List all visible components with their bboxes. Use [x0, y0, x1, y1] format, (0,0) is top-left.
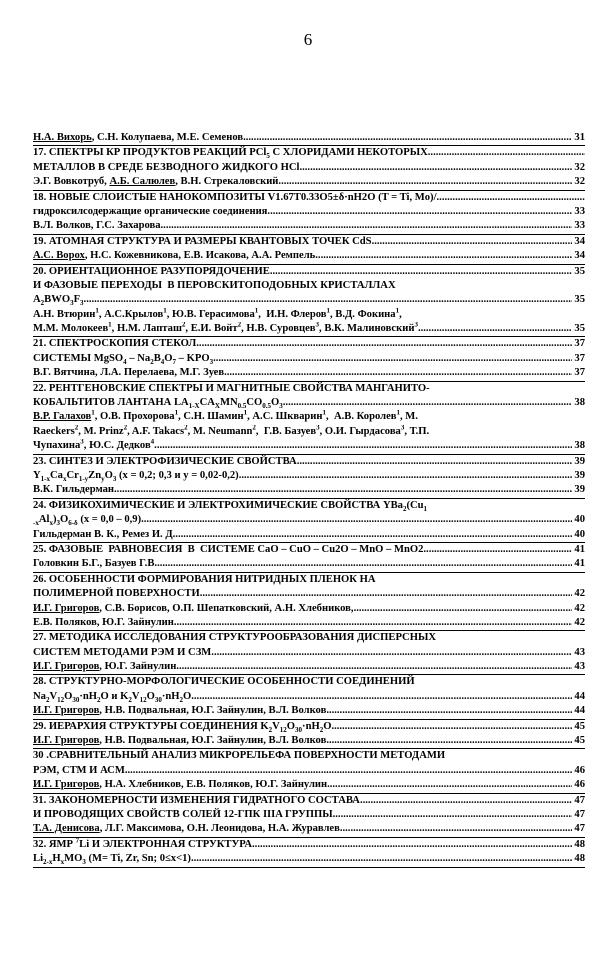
toc-line-text: М.М. Молокеев$^1$, Н.М. Лапташ$^2$, Е.И. Войт$^2$, Н.В. Суровцев$^3$, В.К. Малиновский$^3$: [33, 322, 418, 335]
toc-page-number: 47: [574, 794, 585, 806]
toc-line-text: СИСТЕМ МЕТОДАМИ РЭМ И СЗМ: [33, 646, 212, 658]
leader-dots: [84, 293, 573, 307]
toc-line-text: $Y_{1-x}Ca_xCr_{1-y}Zn_yO_3$ (x = 0,2; 0,3 и y = 0,02-0,2): [33, 469, 239, 484]
toc-line: [33, 219, 585, 233]
leader-dots: [161, 219, 573, 233]
toc-line-text: И ПРОВОДЯЩИХ СВОЙСТВ СОЛЕЙ 12-ГПК IIIA ГРУППЫ: [33, 808, 333, 820]
toc-page-number: 47: [574, 823, 585, 835]
toc-line-text: 21. СПЕКТРОСКОПИЯ СТЕКОЛ: [33, 338, 197, 350]
table-of-contents: [33, 131, 585, 868]
toc-line-text: 17. СПЕКТРЫ КР ПРОДУКТОВ РЕАКЦИЙ PCl$_5$ С ХЛОРИДАМИ НЕКОТОРЫХ: [33, 147, 428, 161]
toc-line-text: ПОЛИМЕРНОЙ ПОВЕРХНОСТИ: [33, 588, 200, 600]
leader-dots: [176, 660, 572, 674]
leader-dots: [157, 557, 572, 571]
toc-page-number: 35: [574, 265, 585, 277]
toc-entry: [33, 499, 585, 543]
leader-dots: [243, 131, 572, 145]
toc-line-text: 23. СИНТЕЗ И ЭЛЕКТРОФИЗИЧЕСКИЕ СВОЙСТВА: [33, 455, 297, 467]
toc-page-number: 37: [574, 367, 585, 379]
leader-dots: [224, 366, 572, 380]
toc-line: [33, 191, 585, 205]
toc-line: [33, 704, 585, 718]
toc-line: [33, 838, 585, 852]
leader-dots: [252, 838, 572, 852]
toc-line-text: $A_2BWO_3F_3$: [33, 294, 84, 308]
toc-line-text: 26. ОСОБЕННОСТИ ФОРМИРОВАНИЯ НИТРИДНЫХ ПЛЕНОК НА: [33, 573, 376, 585]
leader-dots: [428, 146, 585, 160]
toc-page-number: 37: [574, 352, 585, 364]
leader-dots: [174, 616, 573, 630]
toc-line-text: 18. НОВЫЕ СЛОИСТЫЕ НАНОКОМПОЗИТЫ V1.67T0.33O5±δ·nH2O (T = Ti, Mo)/: [33, 191, 437, 203]
toc-line-text: И.Г. Григоров, Ю.Г. Зайнулин: [33, 661, 177, 673]
leader-dots: [437, 191, 585, 205]
toc-line: [33, 822, 585, 836]
toc-line: [33, 720, 585, 734]
toc-line-text: И.Г. Григоров, Н.В. Подвальная, Ю.Г. Зайнулин, В.Л. Волков: [33, 735, 327, 747]
toc-page-number: 34: [574, 235, 585, 247]
leader-dots: [360, 794, 572, 808]
toc-line-text: $Li_{2-x}H_xMO_3$ (M= Ti, Zr, Sn; 0≤x<1): [33, 853, 191, 867]
toc-line-text: Э.Г. Вовкотруб, А.Б. Салюлев, В.Н. Стрекаловский: [33, 176, 279, 188]
toc-page-number: 44: [574, 690, 585, 702]
toc-line: [33, 749, 585, 763]
toc-line-text: А.С. Ворох, Н.С. Кожевникова, Е.В. Исакова, А.А. Ремпель: [33, 250, 316, 262]
toc-line: [33, 808, 585, 822]
toc-entry: [33, 337, 585, 381]
leader-dots: [211, 646, 572, 660]
leader-dots: [326, 734, 572, 748]
toc-line: [33, 660, 585, 674]
toc-line-text: В.К. Гильдерман: [33, 484, 115, 496]
toc-page-number: 38: [574, 440, 585, 452]
toc-line-text: 24. ФИЗИКОХИМИЧЕСКИЕ И ЭЛЕКТРОХИМИЧЕСКИЕ СВОЙСТВА $YBa_2(Cu_1$: [33, 499, 428, 513]
leader-dots: [270, 265, 573, 279]
toc-line: [33, 852, 585, 866]
toc-page-number: 48: [574, 853, 585, 865]
toc-entry: [33, 631, 585, 675]
toc-line: [33, 734, 585, 748]
toc-page-number: 34: [574, 250, 585, 262]
toc-page-number: 37: [574, 338, 585, 350]
toc-line: [33, 366, 585, 380]
toc-entry: [33, 131, 585, 146]
toc-page-number: 31: [574, 132, 585, 143]
toc-line-text: РЭМ, СТМ И АСМ: [33, 764, 125, 776]
toc-line: [33, 513, 585, 527]
toc-line-text: И ФАЗОВЫЕ ПЕРЕХОДЫ В ПЕРОВСКИТОПОДОБНЫХ КРИСТАЛЛАХ: [33, 279, 396, 291]
toc-line-text: 19. АТОМНАЯ СТРУКТУРА И РАЗМЕРЫ КВАНТОВЫХ ТОЧЕК CdS: [33, 235, 372, 247]
toc-page-number: 33: [574, 220, 585, 232]
leader-dots: [213, 352, 572, 366]
leader-dots: [354, 602, 573, 616]
leader-dots: [326, 704, 572, 718]
toc-page-number: 40: [574, 528, 585, 540]
toc-page-number: 35: [574, 294, 585, 306]
toc-entry: [33, 146, 585, 190]
leader-dots: [315, 249, 572, 263]
toc-page-number: 43: [574, 646, 585, 658]
toc-line: [33, 646, 585, 660]
toc-line-text: Raeckers$^2$, M. Prinz$^2$, A.F. Takacs$^2$, M. Neumann$^2$, Г.В. Базуев$^3$, О.И. Гырдасова$^3$, Т.П.: [33, 424, 430, 437]
toc-line-text: И.Г. Григоров, Н.В. Подвальная, Ю.Г. Зайнулин, В.Л. Волков: [33, 705, 327, 717]
toc-line-text: 28. СТРУКТУРНО-МОРФОЛОГИЧЕСКИЕ ОСОБЕННОСТИ СОЕДИНЕНИЙ: [33, 676, 415, 688]
toc-line-text: 30 .СРАВНИТЕЛЬНЫЙ АНАЛИЗ МИКРОРЕЛЬЕФА ПОВЕРХНОСТИ МЕТОДАМИ: [33, 750, 446, 762]
toc-line: [33, 675, 585, 689]
toc-line: [33, 690, 585, 704]
toc-entry: [33, 720, 585, 750]
toc-page-number: 40: [574, 514, 585, 526]
toc-entry: [33, 455, 585, 499]
toc-line-text: $_{-x}Al_x)_3O_{6-\delta}$ (x = 0,0 – 0,9): [33, 514, 142, 528]
toc-page-number: 42: [574, 616, 585, 628]
toc-entry: [33, 191, 585, 235]
toc-line: [33, 573, 585, 587]
toc-line: [33, 279, 585, 293]
leader-dots: [141, 513, 572, 527]
toc-line: [33, 235, 585, 249]
leader-dots: [154, 439, 572, 453]
leader-dots: [423, 543, 572, 557]
toc-entry: [33, 265, 585, 338]
leader-dots: [114, 483, 572, 497]
toc-line: [33, 161, 585, 175]
toc-page-number: 32: [574, 176, 585, 188]
toc-line-text: 31. ЗАКОНОМЕРНОСТИ ИЗМЕНЕНИЯ ГИДРАТНОГО СОСТАВА: [33, 794, 360, 806]
toc-line: [33, 557, 585, 571]
leader-dots: [125, 764, 573, 778]
toc-line-text: В.Р. Галахов$^1$, О.В. Прохорова$^1$, С.Н. Шамин$^1$, А.С. Шкварин$^1$, А.В. Королев$^1$, М.: [33, 410, 418, 423]
toc-page-number: 43: [574, 661, 585, 673]
toc-entry: [33, 838, 585, 868]
leader-dots: [333, 808, 573, 822]
toc-line-text: 20. ОРИЕНТАЦИОННОЕ РАЗУПОРЯДОЧЕНИЕ: [33, 265, 270, 277]
toc-line: [33, 455, 585, 469]
toc-entry: [33, 675, 585, 719]
toc-line: [33, 543, 585, 557]
toc-line-text: 25. ФАЗОВЫЕ РАВНОВЕСИЯ В СИСТЕМЕ CaO – CuO – Cu2O – MnO – MnO2: [33, 543, 424, 555]
leader-dots: [200, 587, 573, 601]
leader-dots: [191, 852, 572, 866]
toc-line-text: МЕТАЛЛОВ В СРЕДЕ БЕЗВОДНОГО ЖИДКОГО HCl: [33, 161, 300, 173]
toc-page-number: 45: [574, 735, 585, 747]
toc-line: [33, 425, 585, 439]
leader-dots: [297, 455, 573, 469]
leader-dots: [327, 778, 572, 792]
toc-line: [33, 382, 585, 396]
toc-page-number: 46: [574, 764, 585, 776]
toc-line: [33, 587, 585, 601]
toc-page-number: 39: [574, 469, 585, 481]
toc-line: [33, 764, 585, 778]
toc-page-number: 33: [574, 205, 585, 217]
toc-line-text: В.Г. Вятчина, Л.А. Перелаева, М.Г. Зуев: [33, 367, 225, 379]
leader-dots: [331, 720, 572, 734]
toc-line: [33, 337, 585, 351]
toc-line-text: Головкин Б.Г., Базуев Г.В.: [33, 558, 158, 570]
toc-line: [33, 499, 585, 513]
toc-line-text: $Na_2V_{12}O_{30}\cdot nH_2O$ и $K_2V_{12}O_{30}\cdot nH_2O$: [33, 690, 192, 704]
toc-line: [33, 308, 585, 322]
toc-entry: [33, 382, 585, 455]
leader-dots: [340, 822, 573, 836]
toc-line-text: Е.В. Поляков, Ю.Г. Зайнулин: [33, 616, 174, 628]
toc-line-text: 32. ЯМР $^7$Li И ЭЛЕКТРОННАЯ СТРУКТУРА: [33, 837, 253, 850]
toc-page-number: 39: [574, 484, 585, 496]
toc-page-number: 38: [574, 397, 585, 409]
toc-line: [33, 778, 585, 792]
toc-line-text: И.Г. Григоров, Н.А. Хлебников, Е.В. Поляков, Ю.Г. Зайнулин: [33, 779, 328, 791]
toc-entry: [33, 573, 585, 632]
toc-page-number: 46: [574, 779, 585, 791]
toc-line-text: СИСТЕМЫ MgSO$_4$ – $Na_2B_4O_7 - KPO_3$: [33, 352, 214, 366]
leader-dots: [239, 469, 573, 483]
toc-line-text: Н.А. Вихорь, С.Н. Колупаева, М.Е. Семенов: [33, 132, 244, 143]
toc-entry: [33, 749, 585, 793]
toc-page-number: 45: [574, 720, 585, 732]
toc-line-text: Т.А. Денисова, Л.Г. Максимова, О.Н. Леонидова, Н.А. Журавлев: [33, 823, 340, 835]
toc-page-number: 41: [574, 558, 585, 570]
leader-dots: [283, 396, 573, 410]
leader-dots: [196, 337, 572, 351]
toc-line: [33, 469, 585, 483]
toc-line: [33, 396, 585, 410]
toc-line: [33, 631, 585, 645]
toc-line-text: КОБАЛЬТИТОВ ЛАНТАНА $LA_{1-X}CA_XMN_{0.5}CO_{0.5}O_3$: [33, 397, 283, 411]
toc-page-number: 42: [574, 602, 585, 614]
toc-entry: [33, 543, 585, 573]
toc-line: [33, 483, 585, 497]
toc-line-text: 22. РЕНТГЕНОВСКИЕ СПЕКТРЫ И МАГНИТНЫЕ СВОЙСТВА МАНГАНИТО-: [33, 382, 430, 394]
toc-entry: [33, 794, 585, 838]
toc-line: [33, 410, 585, 424]
toc-line: [33, 146, 585, 160]
toc-line: [33, 265, 585, 279]
toc-page-number: 32: [574, 161, 585, 173]
toc-line: [33, 602, 585, 616]
toc-page-number: 35: [574, 323, 585, 335]
toc-page-number: 42: [574, 588, 585, 600]
leader-dots: [175, 528, 572, 542]
page-number: 6: [303, 30, 313, 49]
toc-line-text: А.Н. Втюрин$^1$, А.С.Крылов$^1$, Ю.В. Герасимова$^1$, И.Н. Флеров$^1$, В.Д. Фокина$^1$,: [33, 307, 402, 320]
toc-line-text: 29. ИЕРАРХИЯ СТРУКТУРЫ СОЕДИНЕНИЯ $K_2V_{12}O_{30}\cdot nH_2O$: [33, 720, 332, 734]
toc-line-text: В.Л. Волков, Г.С. Захарова: [33, 220, 161, 232]
toc-line: [33, 794, 585, 808]
toc-line: [33, 205, 585, 219]
leader-dots: [372, 235, 573, 249]
toc-line-text: Гильдерман В. К., Ремез И. Д.: [33, 528, 176, 540]
toc-entry: [33, 235, 585, 265]
toc-line: [33, 322, 585, 336]
toc-page-number: 44: [574, 705, 585, 717]
toc-line: [33, 249, 585, 263]
toc-line: [33, 439, 585, 453]
toc-line: [33, 131, 585, 145]
toc-page-number: 41: [574, 543, 585, 555]
leader-dots: [191, 690, 572, 704]
toc-line-text: И.Г. Григоров, С.В. Борисов, О.П. Шепатковский, А.Н. Хлебников,: [33, 602, 354, 614]
toc-line: [33, 293, 585, 307]
toc-page-number: 48: [574, 838, 585, 850]
toc-page-number: 47: [574, 808, 585, 820]
toc-page-number: 39: [574, 455, 585, 467]
leader-dots: [267, 205, 572, 219]
toc-line: [33, 528, 585, 542]
toc-line: [33, 616, 585, 630]
leader-dots: [418, 322, 572, 336]
toc-line: [33, 352, 585, 366]
leader-dots: [299, 161, 572, 175]
toc-line-text: Чупахина$^3$, Ю.С. Дедков$^4$: [33, 439, 155, 452]
toc-line-text: гидроксилсодержащие органические соединения: [33, 205, 268, 217]
toc-line: [33, 175, 585, 189]
toc-line-text: 27. МЕТОДИКА ИССЛЕДОВАНИЯ СТРУКТУРООБРАЗОВАНИЯ ДИСПЕРСНЫХ: [33, 632, 436, 644]
leader-dots: [278, 175, 572, 189]
